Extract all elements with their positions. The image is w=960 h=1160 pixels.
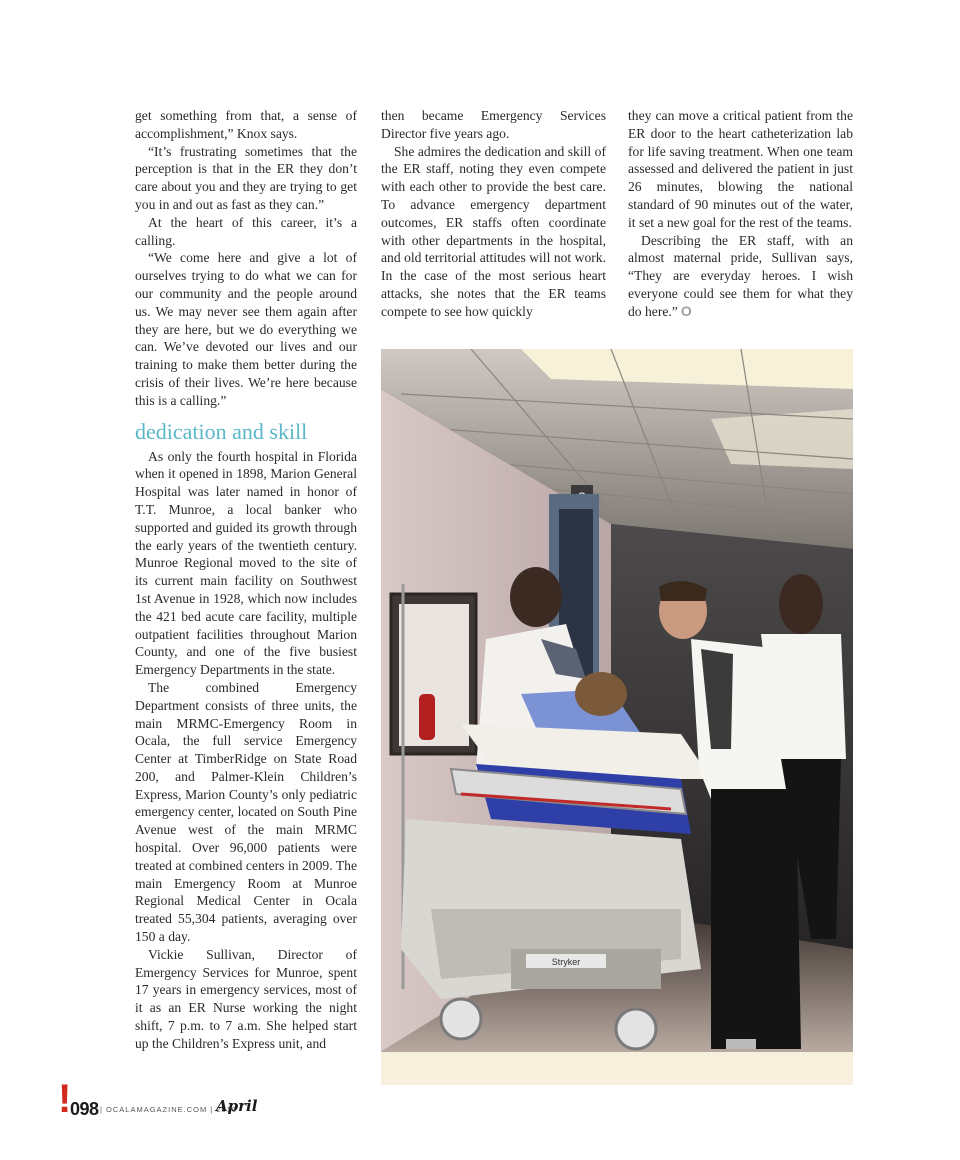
er-hallway-photo: [381, 349, 853, 1052]
magazine-logo-exclamation: !: [58, 1077, 72, 1121]
page-footer: [58, 1079, 358, 1123]
page-number: 098: [70, 1099, 99, 1119]
column-1: [135, 107, 357, 1053]
section-heading: dedication and skill: [135, 418, 308, 444]
issue-month: April: [216, 1097, 258, 1115]
stretcher-brand: Stryker: [551, 957, 581, 967]
paragraph: [628, 232, 853, 321]
paragraph: As only the fourth hospital in Florida when it opened in 1898, Marion General Hospital was later named in honor of T.T. Munroe, a local banker who supported and guided its growth through the early years of the twentieth century. Munroe Regional moved to the site of its current main facility on Southwest 1st Avenue in 1928, which now includes the 421 bed acute care facility, multiple outpatient facilities throughout Marion County, and one of the five busiest Emergency Departments in the state.: [135, 448, 357, 678]
paragraph: “We come here and give a lot of ourselves trying to do what we can for our community and the people around us. We may never see them again after they are here, but we do everything we can. We’ve devoted our lives and our training to make them better during the crisis of their lives. We’re here because this is a calling.”: [135, 250, 357, 408]
paragraph: Vickie Sullivan, Director of Emergency Services for Munroe, spent 17 years in emergency services, most of it as an ER Nurse working the night shift, 7 p.m. to 7 a.m. She helped start up the Children’s Express unit, and: [135, 946, 357, 1051]
paragraph: then became Emergency Services Director five years ago.: [381, 108, 606, 141]
site-and-year: | OCALAMAGAZINE.COM | 2010: [100, 1105, 238, 1114]
paragraph: The combined Emergency Department consists of three units, the main MRMC-Emergency Room in Ocala, the full service Emergency Center at TimberRidge on State Road 200, and Palmer-Klein Children’s Express, Marion County’s only pediatric emergency center, located on South Pine Avenue west of the main MRMC hospital. Over 96,000 patients were treated at combined centers in 2009. The main Emergency Room at Munroe Regional Medical Center in Ocala treated 55,304 patients, averaging over 150 a day.: [135, 679, 357, 945]
paragraph: “It’s frustrating sometimes that the perception is that in the ER they don’t care about you and they are trying to get you in and out as fast as they can.”: [135, 143, 357, 212]
photo-bottom-strip: [381, 1052, 853, 1085]
photo-illustration: [381, 349, 853, 1052]
paragraph: She admires the dedication and skill of the ER staff, noting they even compete with each other to provide the best care. To advance emergency department outcomes, ER staffs often coordinate with other departments in the hospital, and old territorial attitudes will not work. In the case of the most serious heart attacks, she notes that the ER teams compete to see how quickly: [381, 143, 606, 319]
column-3: [628, 107, 853, 321]
closing-paragraph-text: Describing the ER staff, with an almost maternal pride, Sullivan says, “They are everyday heroes. I wish everyone could see them for what they do here.”: [628, 232, 853, 319]
end-of-article-icon: O: [680, 302, 692, 319]
paragraph: get something from that, a sense of accomplishment,” Knox says.: [135, 108, 357, 141]
column-2: [381, 107, 606, 321]
paragraph: At the heart of this career, it’s a calling.: [135, 214, 357, 248]
paragraph: they can move a critical patient from the ER door to the heart catheterization lab for life saving treatment. When one team assessed and delivered the patient in just 26 minutes, blowing the national standard of 90 minutes out of the water, it set a new goal for the rest of the teams.: [628, 108, 853, 230]
